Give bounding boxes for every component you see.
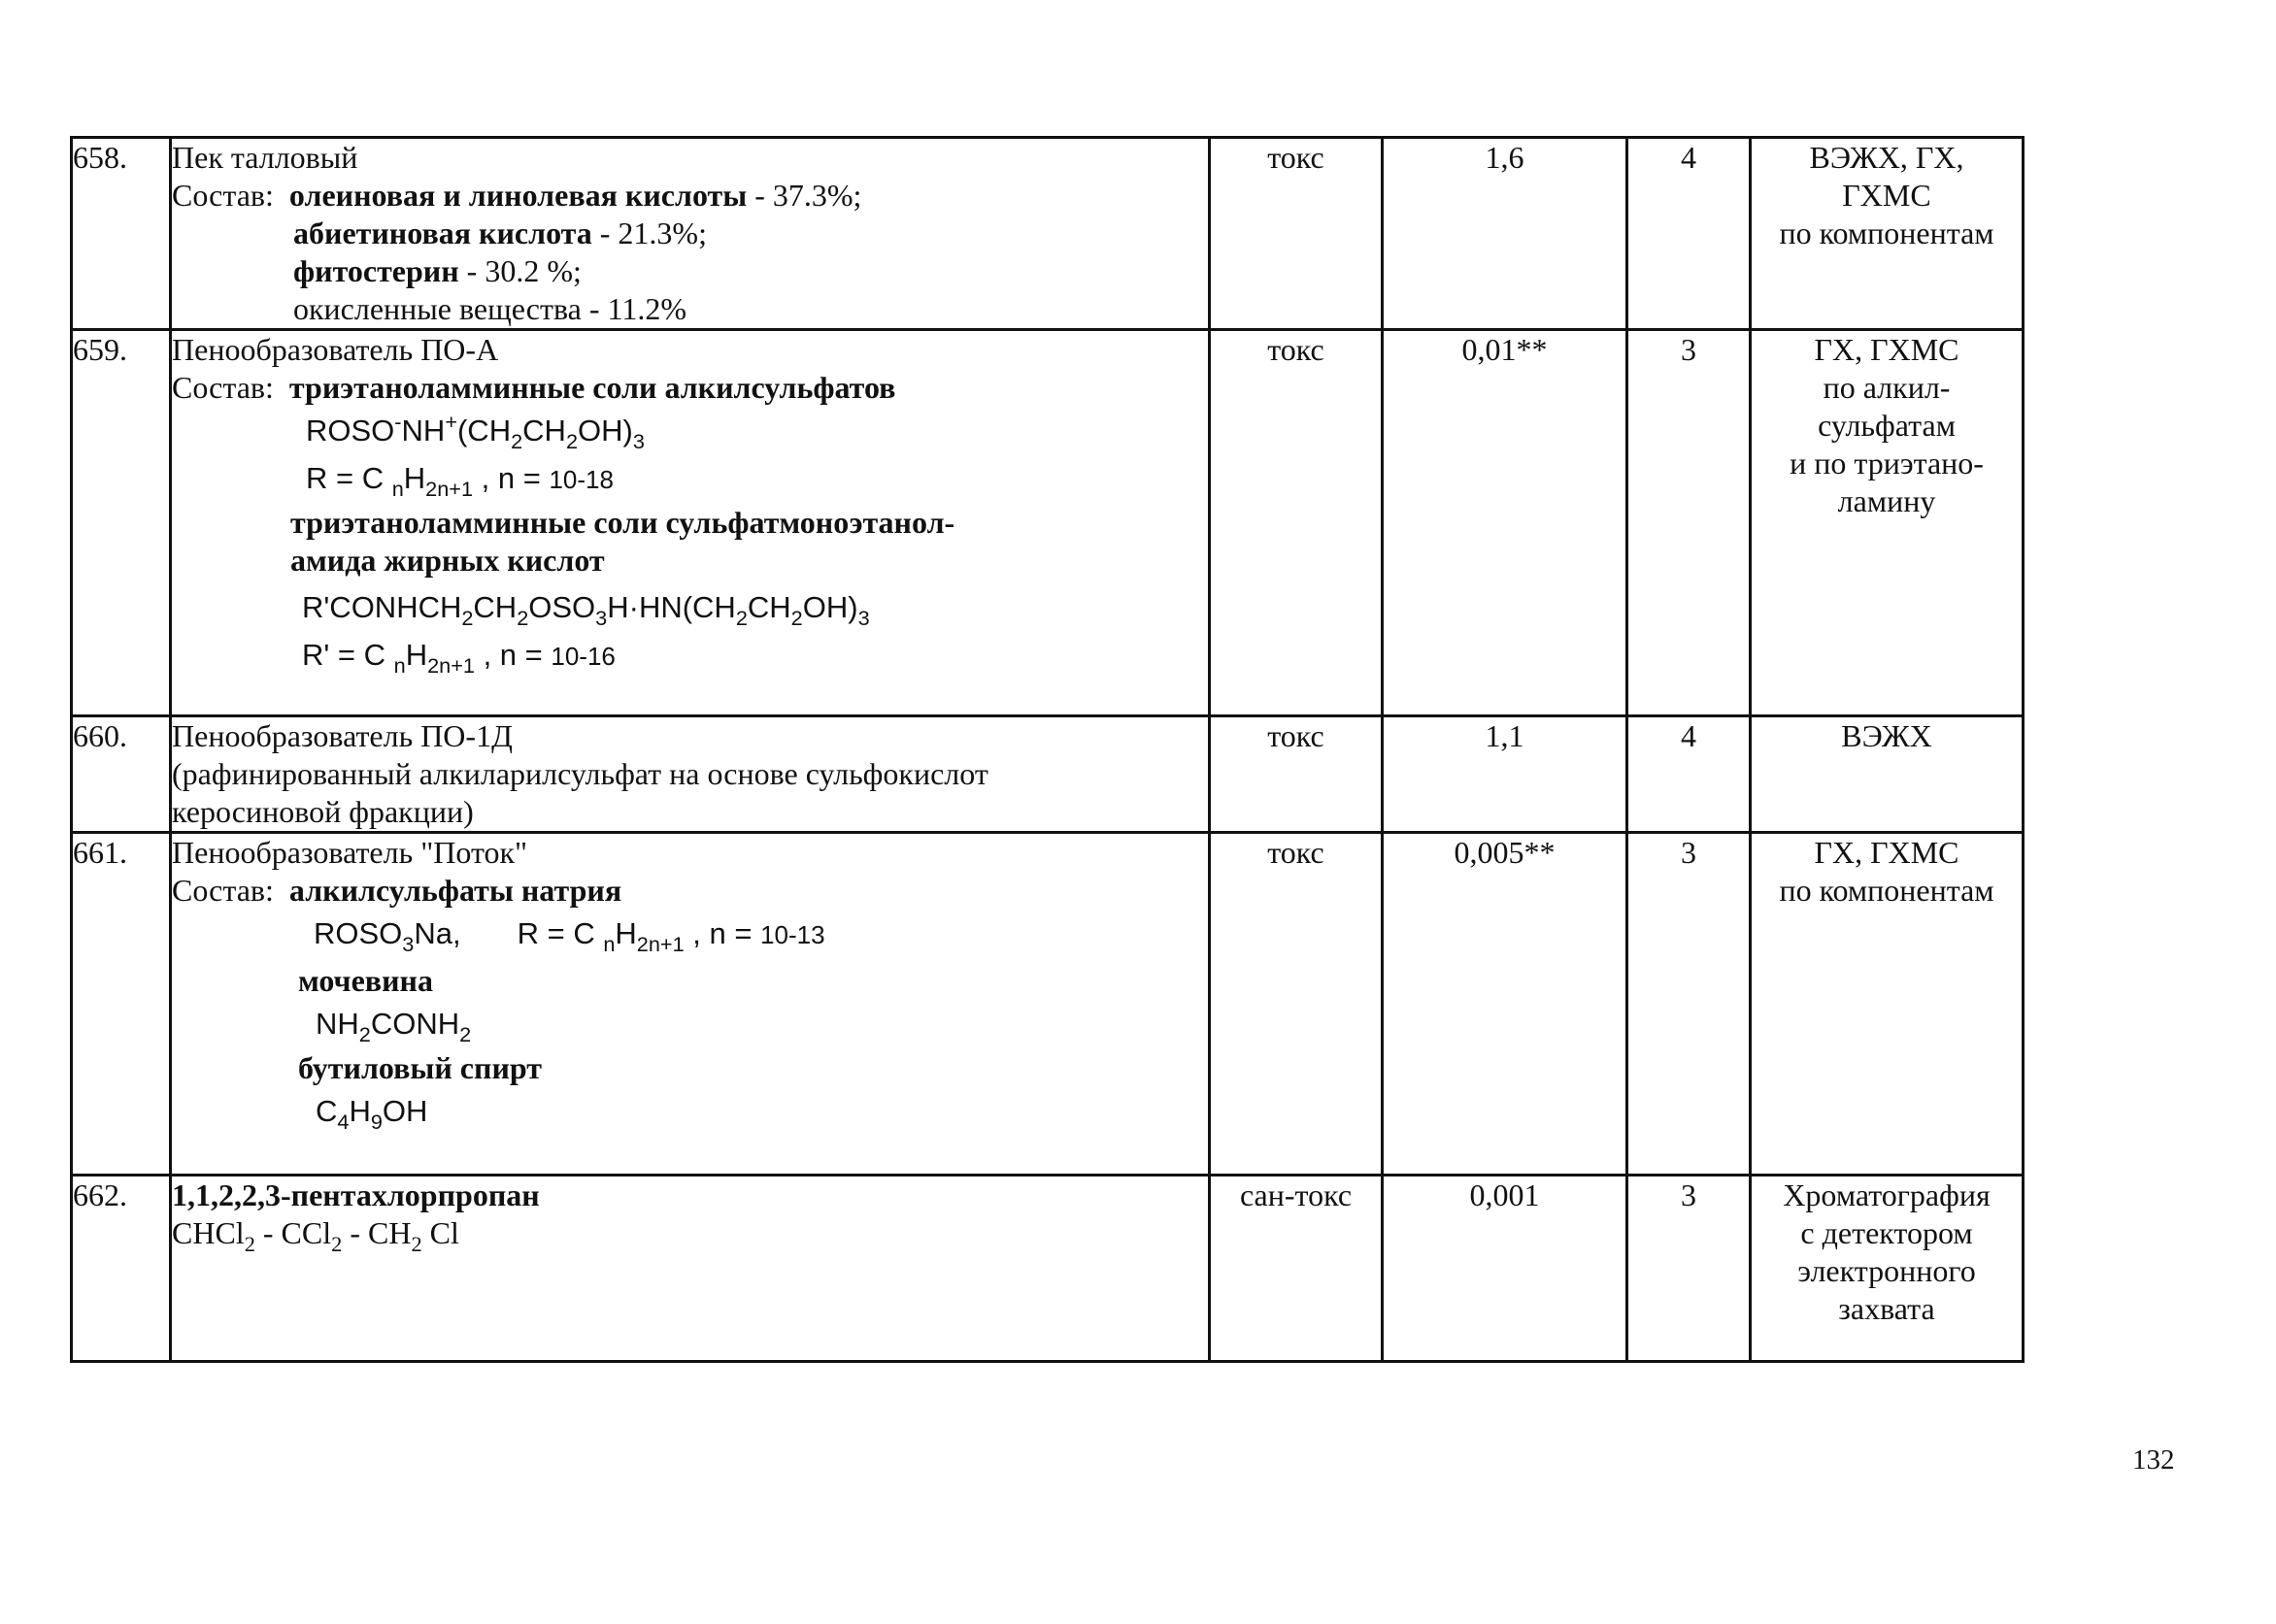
- substance-title: Пек талловый: [172, 140, 358, 175]
- component-name: мочевина: [298, 963, 433, 998]
- row-number: 662.: [72, 1176, 171, 1362]
- analysis-method: [1751, 138, 2024, 330]
- radical-formula: R = C $_nH_{2n+1}$ , n = 10-13: [517, 916, 825, 956]
- substances-table: [70, 136, 2025, 1363]
- component-percent: - 21.3%;: [591, 215, 707, 250]
- component-name: алкилсульфаты натрия: [288, 873, 622, 908]
- component-percent: - 30.2 %;: [458, 253, 582, 288]
- radical-formula: R' = C $_nH_{2n+1}$ , n = 10-16: [302, 638, 616, 678]
- method-line: с детектором: [1800, 1215, 1973, 1250]
- composition-label: Состав:: [172, 178, 274, 213]
- method-line: ГХ, ГХМС: [1814, 835, 1959, 870]
- component-name: амида жирных кислот: [290, 543, 605, 578]
- substance-title: 1,1,2,2,3-пентахлорпропан: [172, 1177, 540, 1212]
- substance-title: Пенообразователь "Поток": [172, 835, 528, 870]
- composition-line: [172, 252, 1208, 290]
- chemical-formula: $ROSO^-NH^+(CH_2CH_2OH)_3$: [306, 410, 645, 453]
- substance-cell: [171, 330, 1210, 716]
- substance-title: Пенообразователь ПО-А: [172, 332, 499, 367]
- method-line: ГХМС: [1842, 178, 1931, 213]
- method-line: захвата: [1838, 1291, 1935, 1326]
- limit-value: 0,005**: [1383, 833, 1627, 1176]
- analysis-method: [1751, 330, 2024, 716]
- component-percent: - 37.3%;: [747, 178, 862, 213]
- component-name: окисленные вещества: [293, 291, 582, 326]
- hazard-group: 4: [1627, 138, 1751, 330]
- component-percent: - 11.2%: [581, 291, 686, 326]
- hazard-class: сан-токс: [1210, 1176, 1383, 1362]
- composition-line: [172, 369, 1208, 407]
- method-line: по компонентам: [1779, 873, 1994, 908]
- analysis-method: [1751, 833, 2024, 1176]
- method-line: по алкил-: [1823, 370, 1951, 405]
- table-row: [72, 1176, 2024, 1362]
- composition-line: [172, 215, 1208, 252]
- row-number: 660.: [72, 716, 171, 833]
- radical-formula: R = C $_nH_{2n+1}$ , n = 10-18: [306, 461, 614, 501]
- method-line: электронного: [1797, 1253, 1976, 1288]
- row-number: 659.: [72, 330, 171, 716]
- analysis-method: [1751, 1176, 2024, 1362]
- component-name: олеиновая и линолевая кислоты: [288, 178, 748, 213]
- composition-label: Состав:: [172, 370, 274, 405]
- hazard-class: токс: [1210, 138, 1383, 330]
- row-number: 661.: [72, 833, 171, 1176]
- hazard-group: 3: [1627, 330, 1751, 716]
- hazard-group: 4: [1627, 716, 1751, 833]
- substance-cell: [171, 716, 1210, 833]
- substance-title: Пенообразователь ПО-1Д: [172, 718, 513, 753]
- composition-line: [172, 177, 1208, 215]
- row-number: 658.: [72, 138, 171, 330]
- component-name: бутиловый спирт: [298, 1050, 542, 1085]
- substance-description: (рафинированный алкиларилсульфат на основе сульфокислот: [172, 756, 988, 791]
- hazard-class: токс: [1210, 833, 1383, 1176]
- composition-line: [172, 872, 1208, 910]
- hazard-group: 3: [1627, 1176, 1751, 1362]
- hazard-group: 3: [1627, 833, 1751, 1176]
- chemical-formula: CHCl$_2$ - $CCl_2 - CH_2$ Cl: [172, 1215, 459, 1256]
- method-line: ГХ, ГХМС: [1814, 332, 1959, 367]
- chemical-formula: $C_4H_9OH$: [316, 1094, 428, 1134]
- substance-cell: [171, 833, 1210, 1176]
- chemical-formula: $ROSO_3Na$, R = C $_nH_{2n+1}$ , n = 10-13: [314, 916, 825, 956]
- method-line: ВЭЖХ: [1841, 718, 1932, 753]
- limit-value: 1,1: [1383, 716, 1627, 833]
- table-row: [72, 833, 2024, 1176]
- analysis-method: [1751, 716, 2024, 833]
- table-row: [72, 138, 2024, 330]
- limit-value: 0,001: [1383, 1176, 1627, 1362]
- limit-value: 1,6: [1383, 138, 1627, 330]
- method-line: и по триэтано-: [1790, 446, 1984, 481]
- table-row: [72, 330, 2024, 716]
- method-line: ВЭЖХ, ГХ,: [1809, 140, 1964, 175]
- method-line: по компонентам: [1779, 215, 1994, 250]
- substance-cell: [171, 1176, 1210, 1362]
- method-line: сульфатам: [1818, 408, 1956, 443]
- page-number: 132: [2132, 1444, 2175, 1475]
- hazard-class: токс: [1210, 716, 1383, 833]
- substance-cell: [171, 138, 1210, 330]
- table-row: [72, 716, 2024, 833]
- component-name: триэтаноламминные соли алкилсульфатов: [288, 370, 896, 405]
- substance-description: керосиновой фракции): [172, 794, 474, 829]
- component-name: абиетиновая кислота: [293, 215, 592, 250]
- chemical-formula: $NH_2CONH_2$: [316, 1007, 472, 1046]
- component-name: фитостерин: [293, 253, 459, 288]
- method-line: Хроматография: [1783, 1177, 1991, 1212]
- hazard-class: токс: [1210, 330, 1383, 716]
- limit-value: 0,01**: [1383, 330, 1627, 716]
- composition-label: Состав:: [172, 873, 274, 908]
- method-line: ламину: [1837, 483, 1936, 518]
- composition-line: [172, 290, 1208, 328]
- chemical-formula: $R'CONHCH_2CH_2OSO_3H\cdot HN(CH_2CH_2OH)_3$: [302, 590, 870, 630]
- component-name: триэтаноламминные соли сульфатмоноэтанол-: [290, 505, 955, 540]
